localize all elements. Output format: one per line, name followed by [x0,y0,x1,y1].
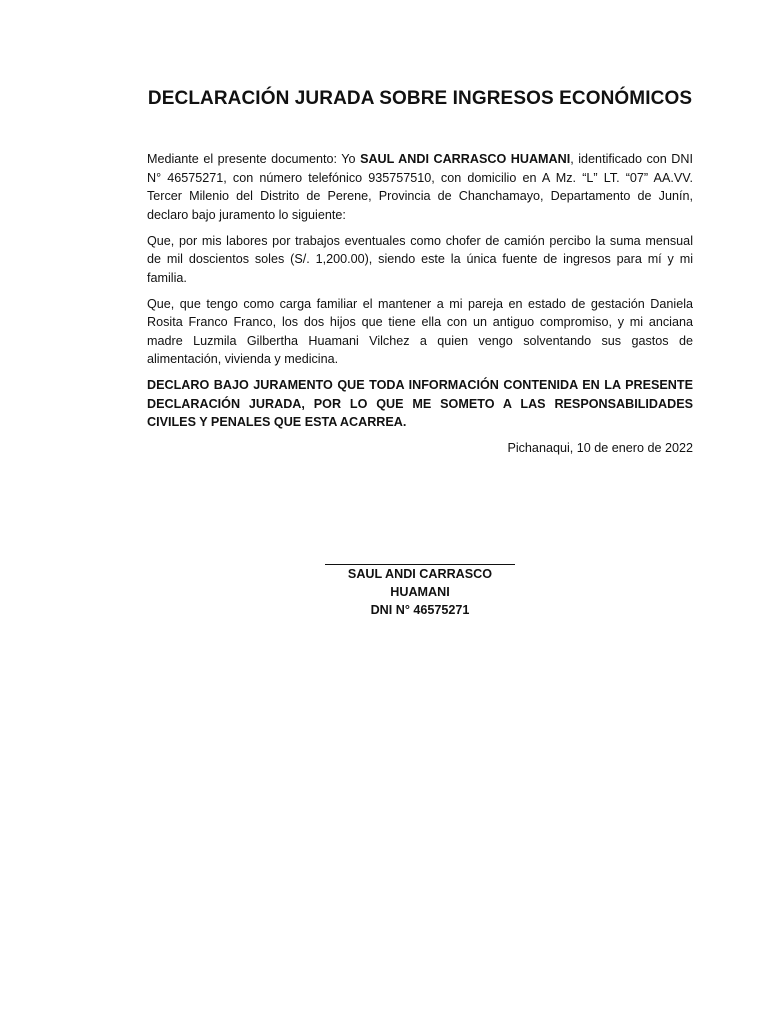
document-title: DECLARACIÓN JURADA SOBRE INGRESOS ECONÓMICOS [147,88,693,109]
signer-name: SAUL ANDI CARRASCO HUAMANI [347,567,493,599]
place-date: Pichanaqui, 10 de enero de 2022 [507,441,693,455]
intro-suffix: , identificado con DNI N° 46575271, con número telefónico 935757510, con domicilio en A Mz. “L” LT. “07” AA.VV. Tercer Milenio del Distrito de Perene, Provincia de Chanchamayo, Departamento de Junín, declaro bajo juramento lo siguiente: [147,152,694,222]
dependents-paragraph: Que, que tengo como carga familiar el mantener a mi pareja en estado de gestación Daniela Rosita Franco Franco, los dos hijos que tiene ella con un antiguo compromiso, y mi anciana madre Luzmila Gilbertha Huamani Vilchez a quien vengo solventando sus gastos de alimentación, vivienda y medicina. [147,296,693,366]
signature-block [320,546,520,619]
signature-line [325,546,515,565]
document-body [147,150,693,465]
income-paragraph: Que, por mis labores por trabajos eventuales como chofer de camión percibo la suma mensual de mil doscientos soles (S/. 1,200.00), siendo este la única fuente de ingresos para mí y mi familia. [147,233,693,285]
intro-paragraph [147,150,693,224]
oath-paragraph: DECLARO BAJO JURAMENTO QUE TODA INFORMACIÓN CONTENIDA EN LA PRESENTE DECLARACIÓN JURADA, POR LO QUE ME SOMETO A LAS RESPONSABILIDADES CIVILES Y PENALES QUE ESTA ACARREA. [147,378,693,429]
intro-prefix: Mediante el presente documento: Yo [147,152,361,166]
signer-dni: DNI N° 46575271 [370,603,470,617]
declarant-name: SAUL ANDI CARRASCO HUAMANI [360,152,571,166]
